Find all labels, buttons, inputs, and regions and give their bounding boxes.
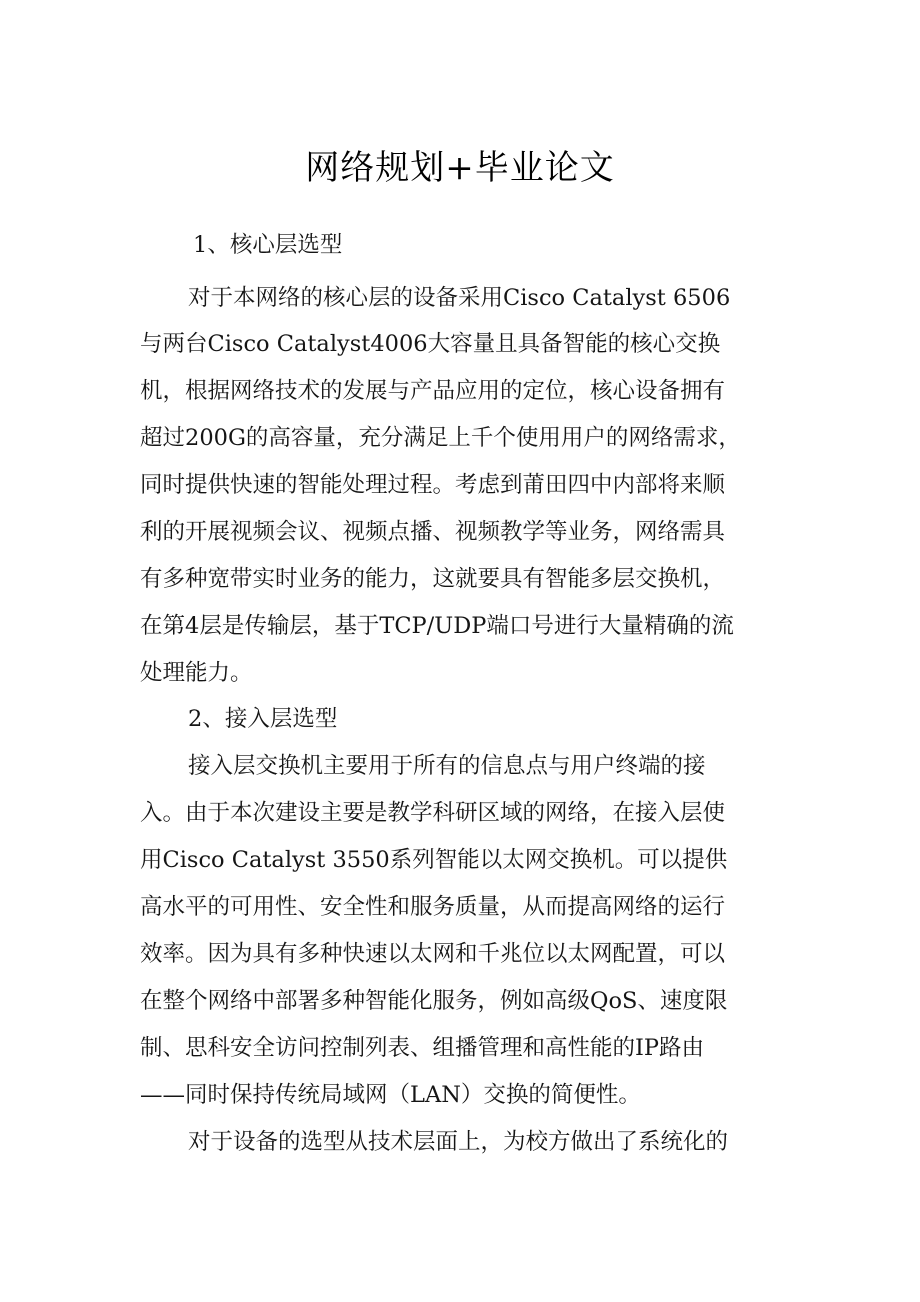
paragraph-line: 利的开展视频会议、视频点播、视频教学等业务，网络需具 <box>140 519 726 545</box>
paragraph-line: 对于设备的选型从技术层面上，为校方做出了系统化的 <box>188 1129 729 1155</box>
paragraph-line: 机，根据网络技术的发展与产品应用的定位，核心设备拥有 <box>140 378 726 404</box>
paragraph-line: 高水平的可用性、安全性和服务质量，从而提高网络的运行 <box>140 894 726 920</box>
paragraph-line: 效率。因为具有多种快速以太网和千兆位以太网配置，可以 <box>140 941 726 967</box>
paragraph-line: 同时提供快速的智能处理过程。考虑到莆田四中内部将来顺 <box>140 472 726 498</box>
section-heading-access-layer: 2、接入层选型 <box>188 706 338 732</box>
paragraph-line: 超过200G的高容量，充分满足上千个使用用户的网络需求， <box>140 425 741 451</box>
paragraph-line: 接入层交换机主要用于所有的信息点与用户终端的接 <box>188 753 706 779</box>
paragraph-line: ——同时保持传统局域网（LAN）交换的简便性。 <box>140 1082 641 1108</box>
paragraph-line: 处理能力。 <box>140 660 253 686</box>
paragraph-line: 对于本网络的核心层的设备采用Cisco Catalyst 6506 <box>188 285 731 311</box>
paragraph-line: 与两台Cisco Catalyst4006大容量且具备智能的核心交换 <box>140 331 721 357</box>
section-heading-core-layer: 1、核心层选型 <box>193 232 343 258</box>
document-title: 网络规划+毕业论文 <box>305 148 615 188</box>
paragraph-line: 在整个网络中部署多种智能化服务，例如高级QoS、速度限 <box>140 988 728 1014</box>
paragraph-line: 入。由于本次建设主要是教学科研区域的网络，在接入层使 <box>140 800 726 826</box>
paragraph-line: 用Cisco Catalyst 3550系列智能以太网交换机。可以提供 <box>140 847 728 873</box>
paragraph-line: 在第4层是传输层，基于TCP/UDP端口号进行大量精确的流 <box>140 613 734 639</box>
paragraph-line: 有多种宽带实时业务的能力，这就要具有智能多层交换机， <box>140 566 726 592</box>
paragraph-line: 制、思科安全访问控制列表、组播管理和高性能的IP路由 <box>140 1035 705 1061</box>
